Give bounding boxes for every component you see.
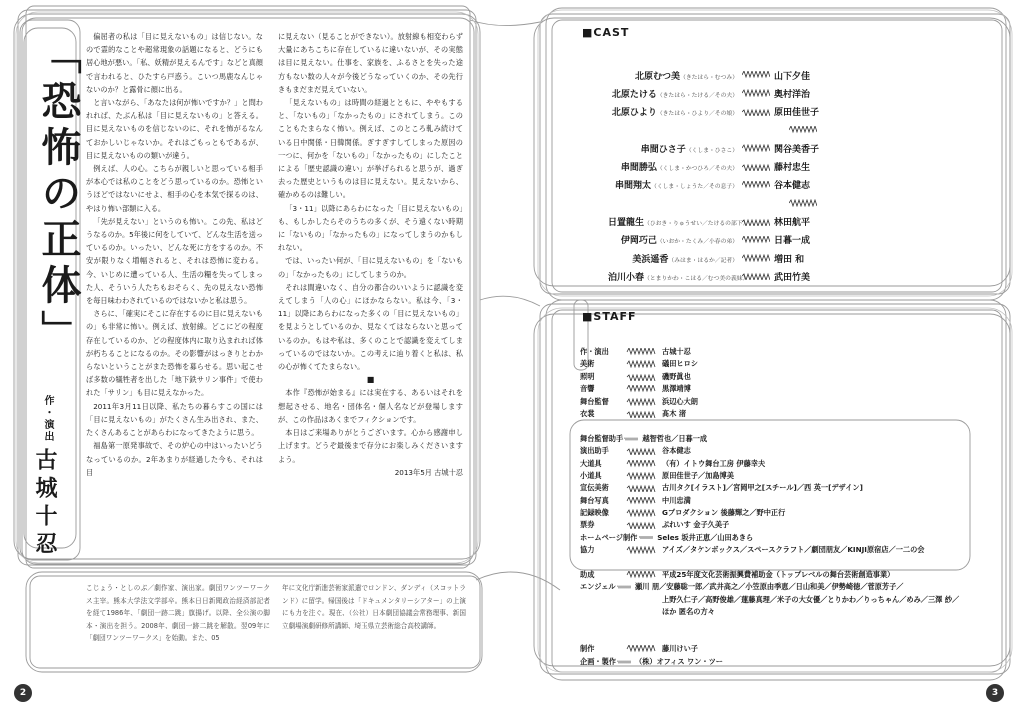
cast-character: [608, 270, 749, 283]
staff-row: [580, 383, 980, 395]
cast-row: [608, 139, 868, 157]
staff-gap: [580, 420, 980, 432]
staff-role: 舞台監督助手: [580, 433, 624, 443]
staff-names: 古城十忍: [662, 347, 691, 356]
staff-gap: [580, 619, 980, 631]
cast-character: [608, 142, 738, 155]
staff-row: [580, 594, 980, 606]
scribble-wave-icon: [742, 218, 770, 226]
staff-names: 黒澤靖博: [662, 384, 691, 394]
scribble-wave-icon: [624, 435, 638, 443]
cast-row: [608, 176, 868, 194]
essay-column-2: [278, 30, 463, 479]
character-reading: （きたはら・むつみ）: [680, 74, 738, 81]
staff-list: [580, 346, 980, 668]
cast-character: [608, 69, 738, 82]
staff-names: Gプロダクション 後藤輝之／野中正行: [662, 508, 786, 518]
staff-role: 制作: [580, 644, 595, 654]
staff-row: [580, 358, 980, 370]
staff-row: [580, 495, 980, 507]
scribble-wave-icon: [742, 163, 770, 171]
cast-row: [608, 212, 868, 230]
staff-row: [580, 544, 980, 556]
staff-names: Seles 坂井正恵／山田あきら: [657, 532, 754, 542]
essay-paragraph: さらに、「確実にそこに存在するのに目に見えないもの」も非常に怖い。例えば、放射線。どこにどの程度存在しているのか、どの程度体内に取り込まれれば体が朽ちることになるのか。その影響がはっきりとわからないということがまた恐怖を募らせる。思い起こせば多数の犠牲者を出した「地下鉄サリン事件」で使われた「サリン」も目に見えなかった。: [86, 309, 263, 398]
cast-character: [608, 252, 738, 265]
character-reading: （くしま・しょうた／その息子）: [651, 184, 738, 191]
staff-row: [580, 371, 980, 383]
essay-paragraph: 福島第一原発事故で、その炉心の中はいったいどうなっているのか。2年あまりが経過した今も、それは目: [86, 441, 263, 477]
staff-row: [580, 482, 980, 494]
section-separator: ■: [366, 375, 375, 385]
staff-names: （有）イトウ舞台工房 伊藤幸夫: [662, 458, 766, 468]
scribble-wave-icon: [624, 385, 658, 393]
staff-role: 記録映像: [580, 508, 609, 518]
scribble-wave-icon: [624, 521, 658, 529]
staff-row: [580, 408, 980, 420]
character-reading: （くしま・ひさこ）: [685, 147, 738, 154]
author-bio-1: こじょう・としのぶ／劇作家、演出家。劇団ワンツーワークス主宰。熊本大学法文学部卒。熊本日日新聞政治経済部記者を経て1986年、「劇団一跡二跳」旗揚げ。以降、全公演の脚本・演出を担う。2008年、劇団一跡二跳を解散。翌09年に「劇団ワンツーワークス」を始動。また、05: [86, 584, 270, 643]
cast-character: [608, 178, 738, 191]
scribble-wave-icon: [742, 89, 770, 97]
staff-role: 大道具: [580, 458, 602, 468]
staff-names: 磯野眞也: [662, 371, 691, 381]
scribble-wave-icon: [624, 373, 658, 381]
staff-names: 谷本健志: [662, 446, 691, 456]
scribble-wave-icon: [742, 254, 770, 262]
character-reading: （ひおき・りゅうせい／たけるの部下）: [644, 221, 749, 228]
character-reading: （きたはら・ひより／その娘）: [656, 111, 738, 118]
character-name: 美浜遥香: [632, 254, 669, 265]
scribble-wave-icon: [624, 410, 658, 418]
scribble-wave-icon: [624, 447, 658, 455]
scribble-wave-icon: [742, 108, 770, 116]
cast-row: [608, 157, 868, 175]
staff-row: [580, 519, 980, 531]
staff-gap: [580, 631, 980, 643]
staff-row: [580, 458, 980, 470]
essay-paragraph: それは間違いなく、自分の都合のいいように認識を変えてしまう「人の心」にほかならない。私は今、「3・11」以降にあらわになった多くの「目に見えないもの」を見ようとしているのか、見なくてはならないと思っているのか。もはや私は、多くのことで認識を変えてしまっているのではないか。この考えに辿り着くと私は、私の心が怖くてたまらない。: [278, 282, 463, 372]
cast-character: [608, 160, 738, 173]
essay-paragraph: では、いったい何が、「目に見えないもの」を「ないもの」「なかったもの」にしてしまうのか。: [278, 256, 463, 279]
scribble-wave-icon: [742, 71, 770, 79]
staff-gap: [580, 557, 980, 569]
actor-name: 武田竹美: [774, 272, 811, 283]
character-name: 串間勝弘: [620, 163, 657, 174]
staff-names: 古川タク[イラスト]／宮岡甲之[スチール]／西 英一[デザイン]: [662, 483, 863, 493]
author-bio-2: 年に文化庁新進芸術家派遣でロンドン、ダンディ（スコットランド）に留学。帰国後は「ドキュメンタリーシアター」の上演にも力を注ぐ。現在、（公社）日本劇団協議会常務理事、新国立劇場演劇研修所講師、埼玉県立芸術総合高校講師。: [282, 584, 466, 630]
essay-paragraph: 偏屈者の私は「目に見えないもの」は信じない。なので霊的なことや超常現象の話題になると、どうにも居心地が悪い。「私、妖精が見えるんです」などと真顔で言われると、ひたすら戸惑う。こいつ馬鹿なんじゃないのか？と露骨に顔に出る。: [86, 32, 263, 94]
staff-names: 上野久仁子／高野俊雄／蓮藤真理／米子の大女優／とりかわ／りっちゃん／めみ／三澤 紗／: [662, 594, 960, 604]
staff-role: 協力: [580, 545, 595, 555]
author-name: 古城十忍: [32, 448, 58, 560]
author-role: 作・演出: [42, 395, 53, 443]
scribble-wave-icon: [624, 398, 658, 406]
staff-row: [580, 606, 980, 618]
cast-row: [608, 84, 868, 102]
scribble-wave-icon: [624, 348, 658, 356]
essay-paragraph: 本日はご来場ありがとうございます。心から感謝申し上げます。どうぞ最後まで存分にお楽しみくださいますよう。: [278, 428, 463, 464]
scribble-wave-icon: [617, 658, 631, 666]
staff-row: [580, 569, 980, 581]
staff-names: 藤川けい子: [662, 644, 698, 654]
scribble-wave-icon: [624, 546, 658, 554]
scribble-wave-icon: [624, 509, 658, 517]
character-name: 串間ひさ子: [640, 144, 686, 155]
essay-paragraph: 本作『恐怖が始まる』には実在する、あるいはそれを想起させる、地名・団体名・個人名などが登場しますが、この作品はあくまでフィクションです。: [278, 388, 463, 424]
staff-row: [580, 433, 980, 445]
cast-row: [608, 249, 868, 267]
character-name: 串間翔太: [615, 181, 652, 192]
character-name: 北原むつ美: [635, 71, 681, 82]
scribble-wave-icon: [624, 472, 658, 480]
actor-name: 原田佳世子: [774, 108, 820, 119]
essay-paragraph: 「3・11」以降にあらわになった「目に見えないもの」も、もしかしたらそのうちの多くが、そう遠くない時期に「ないもの」「なかったもの」になってしまうのかもしれない。: [278, 203, 463, 253]
staff-heading: ■STAFF: [582, 310, 637, 323]
staff-role: 企画・製作: [580, 656, 616, 666]
staff-role: ホームページ制作: [580, 532, 638, 542]
staff-role: 美術: [580, 359, 595, 369]
scribble-wave-icon: [789, 199, 817, 207]
staff-names: 原田佳世子／加島博美: [662, 470, 734, 480]
page-number-right: 3: [986, 684, 1004, 702]
cast-gap: [608, 194, 868, 212]
essay-column-1: [86, 30, 263, 479]
staff-names: 越智哲也／日暮一成: [642, 433, 708, 443]
cast-row: [608, 267, 868, 285]
character-reading: （いおか・たくみ／小春の弟）: [656, 239, 738, 246]
staff-row: [580, 507, 980, 519]
staff-names: 瀬川 朋／安藤聡一郎／武井高之／小笠原由季恵／日山和美／伊勢崎徳／菅原芳子／: [635, 582, 904, 592]
staff-role: 衣裳: [580, 408, 595, 418]
scribble-wave-icon: [617, 583, 631, 591]
scribble-wave-icon: [742, 236, 770, 244]
staff-names: ほか 匿名の方々: [662, 607, 715, 617]
cast-heading: ■CAST: [582, 26, 630, 39]
staff-row: [580, 470, 980, 482]
staff-role: 舞台写真: [580, 495, 609, 505]
actor-name: 藤村忠生: [774, 163, 811, 174]
staff-names: 浜辺心大朗: [662, 396, 698, 406]
staff-role: 票券: [580, 520, 595, 530]
staff-row: [580, 656, 980, 668]
actor-name: 山下夕佳: [774, 71, 811, 82]
essay-paragraph: 例えば、人の心。こちらが親しいと思っている相手が本心では私のことをどう思っているのか。恐怖というほどではないにせよ、相手の心を本気で探るのは、やはり怖い部類に入る。: [86, 164, 263, 213]
staff-role: エンジェル: [580, 582, 616, 592]
cast-character: [608, 215, 749, 229]
character-name: 北原たける: [611, 89, 657, 100]
cast-row: [608, 103, 868, 121]
essay-paragraph: 2011年3月11日以降、私たちの暮らすこの国には「目に見えないもの」がたくさん生み出され、また、たくさんあることがあらわになってきたように思う。: [86, 401, 263, 438]
staff-role: 演出助手: [580, 446, 609, 456]
scribble-wave-icon: [624, 497, 658, 505]
scribble-wave-icon: [742, 144, 770, 152]
scribble-wave-icon: [624, 460, 658, 468]
character-reading: （くしま・かつひろ／その夫）: [656, 166, 738, 173]
actor-name: 林田航平: [774, 218, 811, 229]
scribble-wave-icon: [624, 484, 658, 492]
essay-paragraph: と言いながら、「あなたは何が怖いですか？」と問われれば、たぶん私は「目に見えないもの」と答える。目に見えないものを信じないのに、それを怖がるなんておかしいじゃないか。それはごもっともであるが、目に見えないものの類いが違う。: [86, 98, 263, 160]
staff-names: （株）オフィス ワン・ツー: [635, 656, 723, 666]
scribble-wave-icon: [742, 272, 770, 280]
staff-names: 髙木 渚: [662, 408, 687, 418]
actor-name: 奥村洋治: [774, 89, 811, 100]
scribble-wave-icon: [624, 645, 658, 653]
scribble-wave-icon: [624, 571, 658, 579]
essay-title: 「恐怖の正体」: [35, 34, 82, 356]
staff-role: 照明: [580, 371, 595, 381]
staff-role: 舞台監督: [580, 396, 609, 406]
staff-names: アイズ／タケンボックス／スペースクラフト／劇団朋友／KINJI原宿店／一二の会: [662, 545, 925, 555]
essay-paragraph: に見えない（見ることができない）。放射線も相変わらず大量にあちこちに存在しているに違いないが、その実態は目に見えない。仕事を、家族を、ふるさとを失った途方もない数の人々が今後どうなっていくのか、その先行きもまだまだ見えていない。: [278, 32, 463, 94]
staff-names: 中川忠満: [662, 495, 691, 505]
staff-names: ぷれいす 金子久美子: [662, 520, 730, 530]
essay-signature: 2013年5月 古城十忍: [394, 467, 463, 477]
character-name: 北原ひより: [611, 108, 657, 119]
staff-row: [580, 532, 980, 544]
cast-character: [608, 105, 738, 118]
essay-paragraph: 「先が見えない」というのも怖い。この先、私はどうなるのか。5年後に何をしていて、どんな生活を送っているのか。いったい、どんな死に方をするのか。不安が限りなく増幅されると、それは恐怖に変わる。今、いじめに遭っている人、生活の糧を失ってしまった人、そういう人たちもおそらく、先の見えない恐怖を毎日味わわされているのではないかと私は思う。: [86, 216, 263, 306]
staff-row: [580, 445, 980, 457]
staff-row: [580, 581, 980, 593]
actor-name: 増田 和: [774, 254, 805, 265]
actor-name: 日暮一成: [774, 236, 811, 247]
staff-names: 礒田ヒロシ: [662, 359, 698, 369]
staff-row: [580, 396, 980, 408]
cast-list: [608, 66, 868, 286]
cast-row: [608, 231, 868, 249]
character-reading: （きたはら・たける／その夫）: [656, 92, 738, 99]
scribble-wave-icon: [624, 360, 658, 368]
staff-role: 作・演出: [580, 347, 609, 356]
scribble-wave-icon: [742, 181, 770, 189]
cast-character: [608, 87, 738, 100]
essay-paragraph: 「見えないもの」は時間の経過とともに、ややもすると、「ないもの」「なかったもの」にされてしまう。このこともたまらなく怖い。例えば、このところ軋み続けている日中関係・日韓関係。ぎすぎすしてしまった原因の一つに、何かを「ないもの」「なかったもの」にしたことによる「歴史認識の違い」が挙げられると思うが、過ぎ去った歴史というものは目に見えない。見えないから、確かめるのは難しい。: [278, 98, 463, 200]
staff-row: [580, 643, 980, 655]
staff-row: [580, 346, 980, 358]
scribble-wave-icon: [639, 534, 653, 542]
actor-name: 関谷美香子: [774, 144, 820, 155]
character-reading: （みはま・はるか／記者）: [668, 257, 738, 264]
staff-role: 宣伝美術: [580, 483, 609, 493]
cast-row: [608, 66, 868, 84]
cast-gap: [608, 121, 868, 139]
staff-role: 助成: [580, 570, 595, 580]
cast-character: [608, 233, 738, 246]
character-reading: （とまりかわ・こはる／むつ美の義妹）: [644, 275, 749, 282]
staff-role: 小道具: [580, 470, 602, 480]
staff-role: 音響: [580, 384, 595, 394]
page-number-left: 2: [14, 684, 32, 702]
character-name: 伊岡巧己: [620, 236, 657, 247]
actor-name: 谷本健志: [774, 181, 811, 192]
character-name: 日置龍生: [608, 218, 645, 229]
staff-names: 平成25年度文化芸術振興費補助金（トップレベルの舞台芸術創造事業）: [662, 570, 895, 580]
scribble-wave-icon: [789, 126, 817, 134]
character-name: 泊川小春: [608, 272, 645, 283]
